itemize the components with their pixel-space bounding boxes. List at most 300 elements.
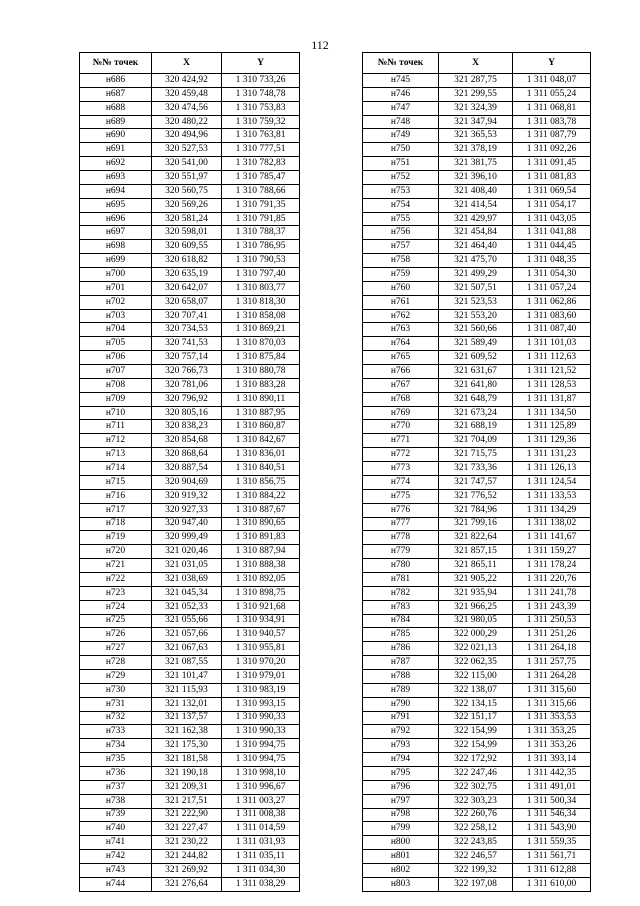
cell-point-id: н736 — [80, 766, 152, 780]
cell-x: 320 904,69 — [152, 475, 222, 489]
cell-x: 321 175,30 — [152, 739, 222, 753]
cell-point-id: н732 — [80, 711, 152, 725]
cell-y: 1 311 062,86 — [513, 295, 591, 309]
cell-point-id: н689 — [80, 115, 152, 129]
cell-point-id: н692 — [80, 157, 152, 171]
cell-x: 321 980,05 — [439, 614, 513, 628]
cell-y: 1 310 883,28 — [222, 378, 300, 392]
cell-x: 321 031,05 — [152, 559, 222, 573]
cell-y: 1 311 083,60 — [513, 309, 591, 323]
cell-x: 321 464,40 — [439, 240, 513, 254]
cell-x: 322 151,17 — [439, 711, 513, 725]
table-row — [363, 697, 591, 711]
cell-y: 1 311 069,54 — [513, 184, 591, 198]
cell-x: 321 217,51 — [152, 794, 222, 808]
table-row — [80, 545, 300, 559]
cell-x: 320 459,48 — [152, 87, 222, 101]
cell-point-id: н753 — [363, 184, 439, 198]
cell-point-id: н715 — [80, 475, 152, 489]
cell-point-id: н774 — [363, 475, 439, 489]
cell-point-id: н777 — [363, 517, 439, 531]
cell-x: 321 396,10 — [439, 171, 513, 185]
table-row — [80, 115, 300, 129]
cell-point-id: н795 — [363, 766, 439, 780]
table-row — [363, 143, 591, 157]
cell-point-id: н761 — [363, 295, 439, 309]
cell-y: 1 311 057,24 — [513, 281, 591, 295]
cell-point-id: н687 — [80, 87, 152, 101]
table-row — [80, 753, 300, 767]
cell-x: 322 000,29 — [439, 628, 513, 642]
cell-point-id: н790 — [363, 697, 439, 711]
table-row — [363, 572, 591, 586]
cell-point-id: н754 — [363, 198, 439, 212]
cell-point-id: н800 — [363, 836, 439, 850]
cell-point-id: н729 — [80, 669, 152, 683]
cell-x: 322 246,57 — [439, 850, 513, 864]
table-row — [80, 600, 300, 614]
cell-point-id: н706 — [80, 351, 152, 365]
table-row — [80, 309, 300, 323]
cell-y: 1 310 979,01 — [222, 669, 300, 683]
cell-point-id: н698 — [80, 240, 152, 254]
table-header-row — [363, 53, 591, 74]
cell-y: 1 310 888,38 — [222, 559, 300, 573]
cell-x: 322 302,75 — [439, 780, 513, 794]
cell-x: 321 365,53 — [439, 129, 513, 143]
cell-y: 1 311 048,35 — [513, 254, 591, 268]
cell-point-id: н767 — [363, 378, 439, 392]
cell-point-id: н762 — [363, 309, 439, 323]
cell-y: 1 311 048,07 — [513, 74, 591, 88]
table-row — [80, 281, 300, 295]
cell-point-id: н756 — [363, 226, 439, 240]
cell-point-id: н769 — [363, 406, 439, 420]
table-row — [80, 323, 300, 337]
cell-x: 322 062,35 — [439, 656, 513, 670]
cell-point-id: н775 — [363, 489, 439, 503]
cell-y: 1 311 112,63 — [513, 351, 591, 365]
cell-x: 322 199,32 — [439, 863, 513, 877]
table-row — [363, 517, 591, 531]
table-row — [363, 281, 591, 295]
table-row — [363, 74, 591, 88]
cell-x: 320 838,23 — [152, 420, 222, 434]
cell-point-id: н746 — [363, 87, 439, 101]
cell-point-id: н791 — [363, 711, 439, 725]
header-x: X — [152, 53, 222, 74]
cell-point-id: н745 — [363, 74, 439, 88]
table-row — [80, 642, 300, 656]
table-row — [80, 475, 300, 489]
cell-point-id: н740 — [80, 822, 152, 836]
table-row — [80, 157, 300, 171]
table-row — [80, 240, 300, 254]
cell-point-id: н784 — [363, 614, 439, 628]
cell-x: 320 609,55 — [152, 240, 222, 254]
cell-x: 322 258,12 — [439, 822, 513, 836]
cell-point-id: н764 — [363, 337, 439, 351]
cell-x: 321 429,97 — [439, 212, 513, 226]
cell-y: 1 310 955,81 — [222, 642, 300, 656]
cell-x: 321 137,57 — [152, 711, 222, 725]
cell-y: 1 311 612,88 — [513, 863, 591, 877]
cell-x: 321 673,24 — [439, 406, 513, 420]
cell-y: 1 310 790,53 — [222, 254, 300, 268]
cell-y: 1 311 243,39 — [513, 600, 591, 614]
cell-y: 1 310 998,10 — [222, 766, 300, 780]
cell-x: 321 865,11 — [439, 559, 513, 573]
cell-point-id: н765 — [363, 351, 439, 365]
cell-point-id: н714 — [80, 462, 152, 476]
cell-y: 1 311 128,53 — [513, 378, 591, 392]
cell-point-id: н797 — [363, 794, 439, 808]
cell-y: 1 310 934,91 — [222, 614, 300, 628]
cell-y: 1 311 055,24 — [513, 87, 591, 101]
table-row — [80, 87, 300, 101]
cell-x: 320 560,75 — [152, 184, 222, 198]
cell-point-id: н699 — [80, 254, 152, 268]
table-row — [363, 448, 591, 462]
cell-x: 321 966,25 — [439, 600, 513, 614]
table-row — [80, 295, 300, 309]
table-body-right — [363, 74, 591, 892]
cell-point-id: н793 — [363, 739, 439, 753]
cell-x: 321 101,47 — [152, 669, 222, 683]
cell-point-id: н771 — [363, 434, 439, 448]
table-row — [363, 766, 591, 780]
table-row — [80, 254, 300, 268]
cell-y: 1 310 970,20 — [222, 656, 300, 670]
cell-x: 321 822,64 — [439, 531, 513, 545]
cell-point-id: н798 — [363, 808, 439, 822]
cell-x: 321 162,38 — [152, 725, 222, 739]
cell-point-id: н730 — [80, 683, 152, 697]
cell-y: 1 310 898,75 — [222, 586, 300, 600]
cell-point-id: н702 — [80, 295, 152, 309]
cell-x: 321 055,66 — [152, 614, 222, 628]
cell-y: 1 310 788,37 — [222, 226, 300, 240]
cell-point-id: н788 — [363, 669, 439, 683]
table-row — [80, 365, 300, 379]
cell-point-id: н688 — [80, 101, 152, 115]
cell-y: 1 310 733,26 — [222, 74, 300, 88]
cell-x: 320 796,92 — [152, 392, 222, 406]
cell-y: 1 311 141,67 — [513, 531, 591, 545]
cell-point-id: н780 — [363, 559, 439, 573]
cell-point-id: н742 — [80, 850, 152, 864]
cell-point-id: н759 — [363, 268, 439, 282]
cell-point-id: н733 — [80, 725, 152, 739]
cell-y: 1 310 786,95 — [222, 240, 300, 254]
cell-x: 321 020,46 — [152, 545, 222, 559]
cell-y: 1 310 875,84 — [222, 351, 300, 365]
table-row — [80, 420, 300, 434]
cell-x: 320 927,33 — [152, 503, 222, 517]
cell-y: 1 311 121,52 — [513, 365, 591, 379]
table-row — [363, 337, 591, 351]
table-row — [363, 378, 591, 392]
cell-point-id: н705 — [80, 337, 152, 351]
cell-point-id: н799 — [363, 822, 439, 836]
cell-point-id: н785 — [363, 628, 439, 642]
cell-y: 1 311 159,27 — [513, 545, 591, 559]
cell-y: 1 311 264,18 — [513, 642, 591, 656]
table-row — [80, 129, 300, 143]
cell-point-id: н717 — [80, 503, 152, 517]
cell-point-id: н723 — [80, 586, 152, 600]
cell-point-id: н693 — [80, 171, 152, 185]
cell-x: 321 784,96 — [439, 503, 513, 517]
table-row — [80, 586, 300, 600]
table-body-left — [80, 74, 300, 892]
table-row — [80, 628, 300, 642]
cell-point-id: н686 — [80, 74, 152, 88]
cell-y: 1 311 044,45 — [513, 240, 591, 254]
table-row — [80, 184, 300, 198]
table-row — [363, 503, 591, 517]
table-row — [80, 559, 300, 573]
cell-y: 1 310 993,15 — [222, 697, 300, 711]
cell-x: 321 190,18 — [152, 766, 222, 780]
table-row — [80, 822, 300, 836]
cell-point-id: н773 — [363, 462, 439, 476]
cell-x: 320 919,32 — [152, 489, 222, 503]
table-row — [363, 489, 591, 503]
table-row — [363, 794, 591, 808]
table-row — [80, 766, 300, 780]
cell-point-id: н755 — [363, 212, 439, 226]
table-row — [80, 808, 300, 822]
table-row — [363, 295, 591, 309]
cell-point-id: н700 — [80, 268, 152, 282]
table-row — [363, 711, 591, 725]
cell-point-id: н757 — [363, 240, 439, 254]
cell-point-id: н741 — [80, 836, 152, 850]
table-row — [363, 212, 591, 226]
cell-y: 1 311 353,26 — [513, 739, 591, 753]
cell-x: 321 347,94 — [439, 115, 513, 129]
cell-point-id: н783 — [363, 600, 439, 614]
cell-x: 321 408,40 — [439, 184, 513, 198]
table-row — [363, 392, 591, 406]
cell-x: 321 276,64 — [152, 877, 222, 891]
cell-x: 321 287,75 — [439, 74, 513, 88]
table-row — [80, 836, 300, 850]
cell-point-id: н772 — [363, 448, 439, 462]
table-row — [80, 877, 300, 891]
cell-y: 1 310 856,75 — [222, 475, 300, 489]
table-row — [363, 171, 591, 185]
cell-point-id: н778 — [363, 531, 439, 545]
cell-y: 1 310 890,65 — [222, 517, 300, 531]
cell-y: 1 311 138,02 — [513, 517, 591, 531]
cell-y: 1 310 994,75 — [222, 753, 300, 767]
table-row — [363, 850, 591, 864]
cell-x: 321 475,70 — [439, 254, 513, 268]
cell-x: 322 154,99 — [439, 725, 513, 739]
cell-point-id: н697 — [80, 226, 152, 240]
cell-x: 320 854,68 — [152, 434, 222, 448]
cell-y: 1 311 264,28 — [513, 669, 591, 683]
cell-y: 1 310 803,77 — [222, 281, 300, 295]
cell-y: 1 311 500,34 — [513, 794, 591, 808]
cell-y: 1 311 087,40 — [513, 323, 591, 337]
cell-point-id: н789 — [363, 683, 439, 697]
table-row — [363, 808, 591, 822]
cell-y: 1 310 880,78 — [222, 365, 300, 379]
cell-point-id: н792 — [363, 725, 439, 739]
cell-point-id: н737 — [80, 780, 152, 794]
cell-x: 320 474,56 — [152, 101, 222, 115]
cell-y: 1 310 759,32 — [222, 115, 300, 129]
table-row — [363, 628, 591, 642]
cell-x: 321 244,82 — [152, 850, 222, 864]
cell-point-id: н763 — [363, 323, 439, 337]
cell-point-id: н787 — [363, 656, 439, 670]
cell-y: 1 311 250,53 — [513, 614, 591, 628]
cell-x: 322 134,15 — [439, 697, 513, 711]
cell-x: 321 299,55 — [439, 87, 513, 101]
cell-x: 321 454,84 — [439, 226, 513, 240]
cell-x: 321 414,54 — [439, 198, 513, 212]
header-point-number: №№ точек — [80, 53, 152, 74]
cell-y: 1 311 035,11 — [222, 850, 300, 864]
cell-point-id: н704 — [80, 323, 152, 337]
header-y: Y — [513, 53, 591, 74]
cell-x: 321 560,66 — [439, 323, 513, 337]
cell-x: 321 507,51 — [439, 281, 513, 295]
cell-x: 321 935,94 — [439, 586, 513, 600]
cell-point-id: н802 — [363, 863, 439, 877]
cell-y: 1 310 842,67 — [222, 434, 300, 448]
cell-y: 1 311 126,13 — [513, 462, 591, 476]
table-row — [80, 198, 300, 212]
table-row — [363, 351, 591, 365]
cell-point-id: н743 — [80, 863, 152, 877]
cell-y: 1 310 983,19 — [222, 683, 300, 697]
cell-point-id: н703 — [80, 309, 152, 323]
cell-y: 1 311 083,78 — [513, 115, 591, 129]
cell-y: 1 310 763,81 — [222, 129, 300, 143]
table-row — [363, 87, 591, 101]
table-row — [363, 780, 591, 794]
cell-x: 321 799,16 — [439, 517, 513, 531]
header-point-number: №№ точек — [363, 53, 439, 74]
cell-point-id: н768 — [363, 392, 439, 406]
cell-y: 1 311 315,60 — [513, 683, 591, 697]
cell-point-id: н781 — [363, 572, 439, 586]
table-row — [363, 323, 591, 337]
cell-x: 320 424,92 — [152, 74, 222, 88]
table-row — [363, 198, 591, 212]
cell-x: 321 057,66 — [152, 628, 222, 642]
table-row — [80, 434, 300, 448]
cell-x: 320 868,64 — [152, 448, 222, 462]
cell-y: 1 310 797,40 — [222, 268, 300, 282]
cell-y: 1 310 791,35 — [222, 198, 300, 212]
table-row — [80, 517, 300, 531]
table-row — [80, 351, 300, 365]
cell-point-id: н744 — [80, 877, 152, 891]
cell-y: 1 311 124,54 — [513, 475, 591, 489]
cell-x: 321 381,75 — [439, 157, 513, 171]
cell-y: 1 311 353,53 — [513, 711, 591, 725]
cell-x: 322 021,13 — [439, 642, 513, 656]
cell-x: 321 776,52 — [439, 489, 513, 503]
table-row — [80, 850, 300, 864]
cell-y: 1 310 990,33 — [222, 725, 300, 739]
table-row — [363, 683, 591, 697]
cell-y: 1 311 546,34 — [513, 808, 591, 822]
table-row — [363, 863, 591, 877]
cell-point-id: н747 — [363, 101, 439, 115]
cell-x: 320 741,53 — [152, 337, 222, 351]
cell-y: 1 311 091,45 — [513, 157, 591, 171]
table-row — [363, 642, 591, 656]
cell-y: 1 310 860,87 — [222, 420, 300, 434]
cell-y: 1 310 818,30 — [222, 295, 300, 309]
cell-x: 321 038,69 — [152, 572, 222, 586]
cell-x: 321 609,52 — [439, 351, 513, 365]
cell-x: 321 115,93 — [152, 683, 222, 697]
cell-x: 320 999,49 — [152, 531, 222, 545]
table-row — [80, 739, 300, 753]
cell-y: 1 311 054,17 — [513, 198, 591, 212]
cell-y: 1 311 178,24 — [513, 559, 591, 573]
cell-y: 1 311 133,53 — [513, 489, 591, 503]
table-row — [80, 711, 300, 725]
cell-point-id: н760 — [363, 281, 439, 295]
cell-y: 1 310 785,47 — [222, 171, 300, 185]
table-row — [363, 129, 591, 143]
cell-point-id: н748 — [363, 115, 439, 129]
cell-x: 322 172,92 — [439, 753, 513, 767]
cell-point-id: н691 — [80, 143, 152, 157]
cell-point-id: н713 — [80, 448, 152, 462]
cell-point-id: н716 — [80, 489, 152, 503]
cell-y: 1 311 610,00 — [513, 877, 591, 891]
cell-x: 321 523,53 — [439, 295, 513, 309]
cell-point-id: н752 — [363, 171, 439, 185]
cell-point-id: н707 — [80, 365, 152, 379]
cell-point-id: н751 — [363, 157, 439, 171]
table-row — [80, 503, 300, 517]
cell-point-id: н712 — [80, 434, 152, 448]
table-row — [80, 143, 300, 157]
cell-point-id: н728 — [80, 656, 152, 670]
cell-y: 1 310 788,66 — [222, 184, 300, 198]
table-row — [80, 725, 300, 739]
table-row — [80, 406, 300, 420]
table-row — [80, 794, 300, 808]
coordinates-table-left — [79, 52, 300, 892]
cell-point-id: н739 — [80, 808, 152, 822]
cell-x: 321 715,75 — [439, 448, 513, 462]
cell-x: 321 704,09 — [439, 434, 513, 448]
cell-y: 1 311 543,90 — [513, 822, 591, 836]
table-row — [80, 863, 300, 877]
table-row — [80, 226, 300, 240]
table-row — [80, 669, 300, 683]
table-row — [363, 184, 591, 198]
cell-x: 321 269,92 — [152, 863, 222, 877]
table-row — [363, 545, 591, 559]
table-row — [80, 683, 300, 697]
cell-x: 320 642,07 — [152, 281, 222, 295]
cell-y: 1 311 125,89 — [513, 420, 591, 434]
cell-x: 320 551,97 — [152, 171, 222, 185]
